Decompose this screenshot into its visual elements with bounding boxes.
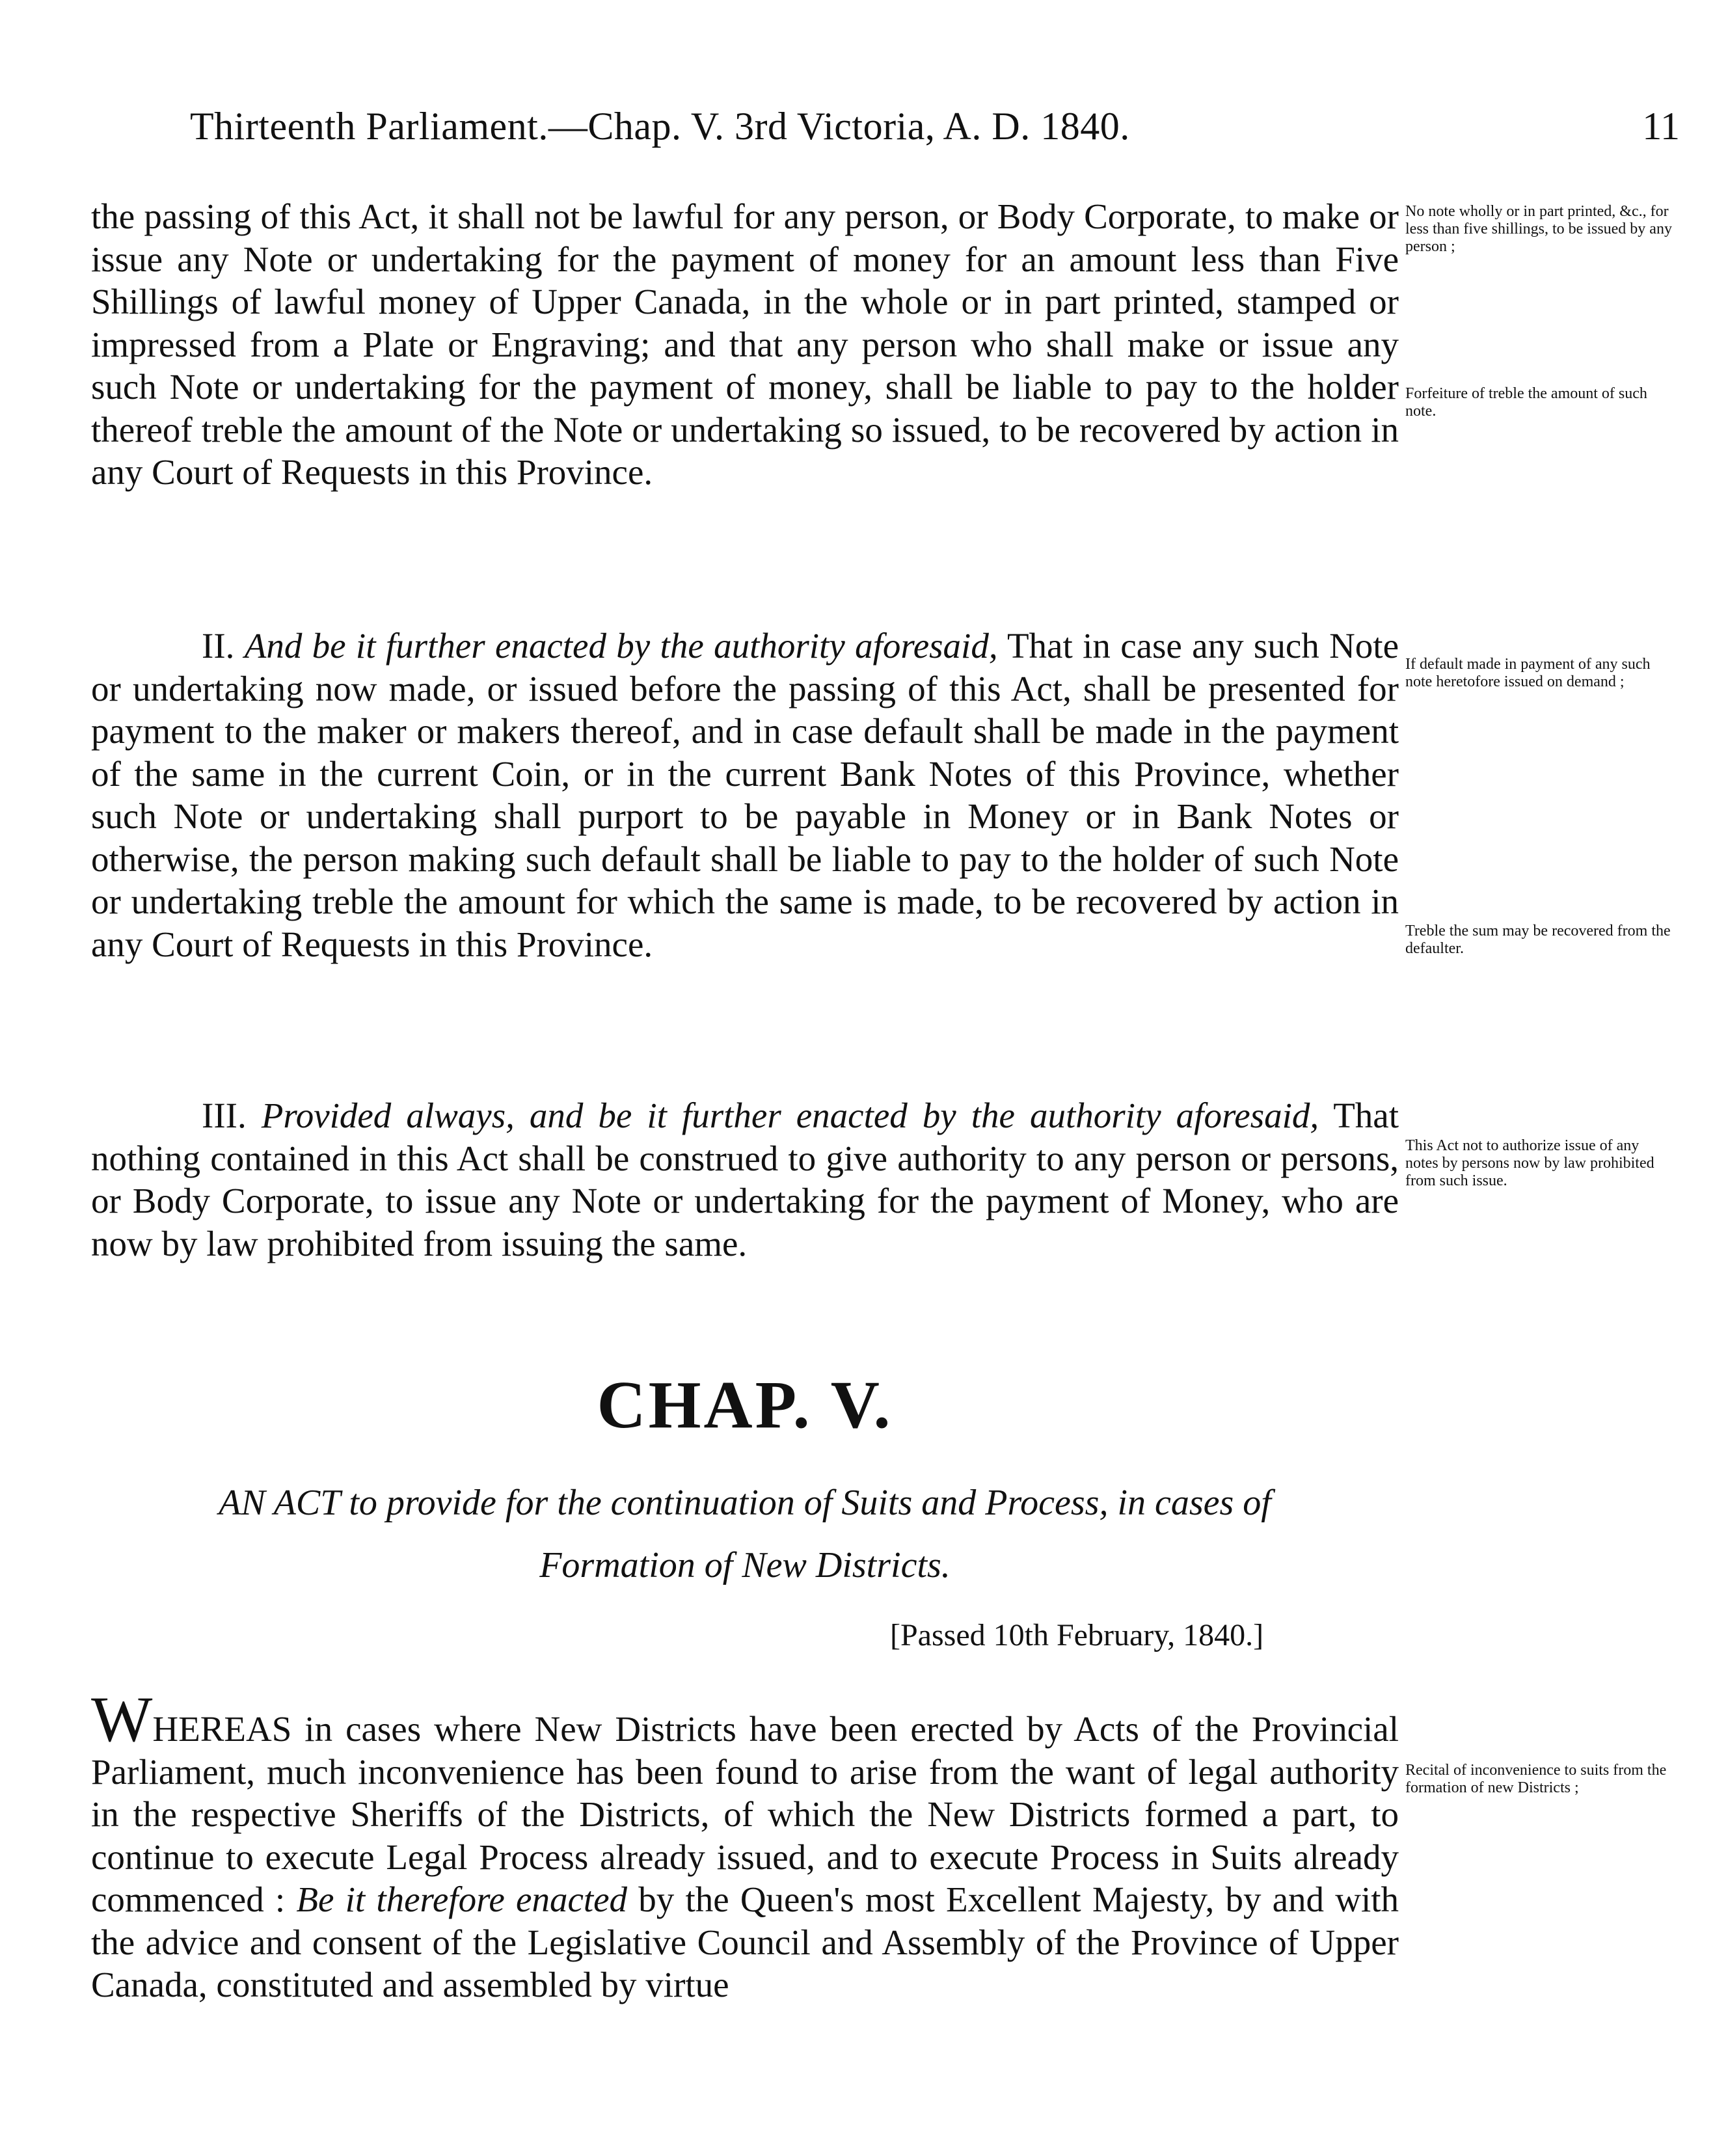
running-header (190, 104, 1680, 156)
marginal-note: If default made in payment of any such note heretofore issued on demand ; (1405, 656, 1651, 690)
marginal-note: Forfeiture of treble the amount of such note. (1405, 385, 1647, 420)
preamble-enacting-clause: Be it therefore enacted (296, 1880, 628, 1919)
passed-date: [Passed 10th February, 1840.] (890, 1618, 1264, 1652)
act-title-line-1: AN ACT to provide for the continuation of Suits and Process, in cases of (219, 1483, 1271, 1523)
section-2-paragraph (91, 625, 1399, 965)
preamble-paragraph (91, 1683, 1399, 2006)
marginal-note: Treble the sum may be recovered from the defaulter. (1405, 923, 1671, 957)
marginal-note: Recital of inconvenience to suits from the formation of new Districts ; (1405, 1762, 1667, 1796)
preamble-lead: HEREAS (152, 1709, 292, 1749)
section-3-paragraph (91, 1094, 1399, 1265)
section-3 (91, 1094, 1399, 1265)
section-3-text: That nothing contained in this Act shall be construed to give authority to any person or persons, or Body Corporate, to issue any Note or undertaking for the payment of Money, who are now by law prohibited from issuing the same. (91, 1096, 1399, 1263)
act-title (91, 1472, 1399, 1597)
chapter-heading: CHAP. V. (597, 1368, 893, 1442)
section-continued-text: the passing of this Act, it shall not be lawful for any person, or Body Corporate, to make or issue any Note or undertaking for the payment of money for an amount less than Five Shillings of lawful money of Upper Canada, in the whole or in part printed, stamped or impressed from a Plate or Engraving; and that any person who shall make or issue any such Note or undertaking for the payment of money, shall be liable to pay to the holder thereof treble the amount of the Note or undertaking so issued, to be recovered by action in any Court of Requests in this Province. (91, 196, 1399, 492)
section-continued (91, 195, 1399, 494)
section-2-number: II. (202, 626, 235, 666)
marginal-note: No note wholly or in part printed, &c., for less than five shillings, to be issued by any person ; (1405, 203, 1672, 255)
section-2-enacting-clause: And be it further enacted by the authority aforesaid, (244, 626, 998, 666)
preamble (91, 1683, 1399, 2006)
section-3-number: III. (202, 1096, 247, 1135)
section-3-enacting-clause: Provided always, and be it further enacted by the authority aforesaid, (261, 1096, 1319, 1135)
preamble-text: in cases where New Districts have been erected by Acts of the Provincial Parliament, much inconvenience has been found to arise from the want of legal authority in the respective Sheriffs of the Districts, of which the New Districts formed a part, to continue to execute Legal Process already issued, and to execute Process in Suits already commenced : (91, 1709, 1399, 1919)
dropcap-letter: W (91, 1683, 153, 1755)
page-number: 11 (1642, 105, 1680, 148)
act-title-line-2: Formation of New Districts. (539, 1545, 951, 1585)
marginal-note: This Act not to authorize issue of any notes by persons now by law prohibited from such issue. (1405, 1137, 1654, 1189)
running-title: Thirteenth Parliament.—Chap. V. 3rd Victoria, A. D. 1840. (190, 105, 1130, 148)
section-2 (91, 625, 1399, 965)
section-2-text: That in case any such Note or undertaking now made, or issued before the passing of this Act, shall be presented for payment to the maker or makers thereof, and in case default shall be made in the payment of the same in the current Coin, or in the current Bank Notes of this Province, whether such Note or undertaking shall purport to be payable in Money or in Bank Notes or otherwise, the person making such default shall be liable to pay to the holder of such Note or undertaking treble the amount for which the same is made, to be recovered by action in any Court of Requests in this Province. (91, 626, 1399, 964)
preamble-text-after: by the Queen's most Excellent Majesty, by and with the advice and consent of the Legislative Council and Assembly of the Province of Upper Canada, constituted and assembled by virtue (91, 1880, 1399, 2004)
